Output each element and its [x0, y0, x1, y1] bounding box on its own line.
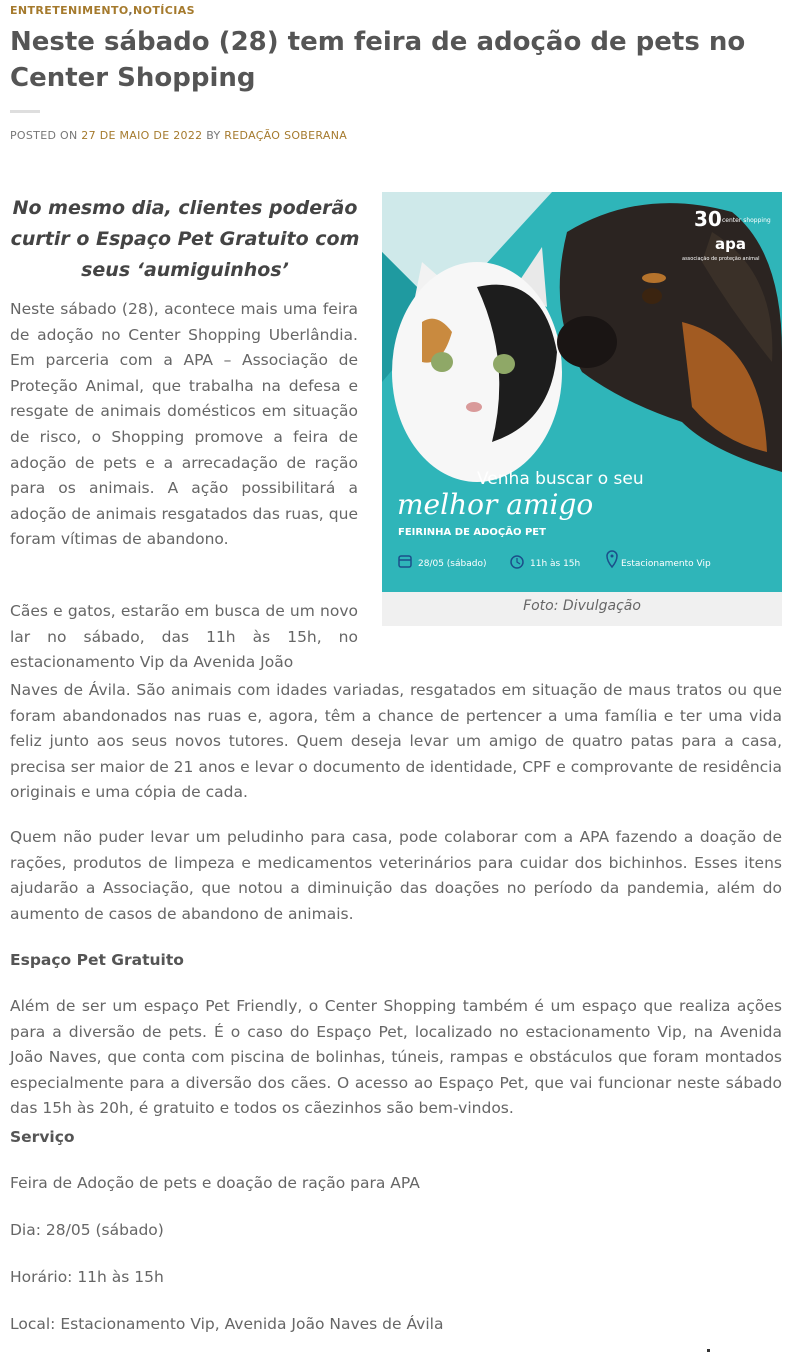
apa-subtitle: associação de proteção animal [682, 256, 760, 262]
page-end-mark [707, 1349, 710, 1352]
service-day: Dia: 28/05 (sábado) [10, 1221, 164, 1239]
dog-eye [642, 288, 662, 304]
brand-mark: 30 [694, 207, 722, 231]
poster-time: 11h às 15h [530, 559, 581, 569]
paragraph-donation: Quem não puder levar um peludinho para casa, pode colaborar com a APA fazendo a doação de rações, produtos de limpeza e medicamentos veterinários para cuidar dos bichinhos. Esses itens ajudarão a Associação, que notou a diminuição das doações no período da pandemia, além do aumento de casos de abandono de animais. [10, 828, 782, 923]
dog-snout [557, 316, 617, 368]
figure-caption: Foto: Divulgação [523, 598, 641, 614]
poster-script: melhor amigo [397, 488, 594, 521]
paragraph-cats-dogs-part2: Naves de Ávila. São animais com idades variadas, resgatados em situação de maus tratos ou que foram abandonados nas ruas e, agora, têm a chance de pertencer a uma família e ter uma vida feliz junto aos seus novos tutores. Quem deseja levar um amigo de quatro patas para a casa, precisa ser maior de 21 anos e levar o documento de identidade, CPF e comprovante de residência originais e uma cópia de cada. [10, 681, 782, 802]
adoption-poster[interactable] [382, 192, 782, 592]
dog-brow [642, 273, 666, 283]
author-link[interactable]: REDAÇÃO SOBERANA [224, 129, 348, 142]
posted-on-label: POSTED ON [10, 129, 78, 142]
post-date-link[interactable]: 27 DE MAIO DE 2022 [81, 129, 203, 142]
category-entretenimento[interactable]: ENTRETENIMENTO [10, 4, 129, 17]
title-divider [10, 110, 40, 113]
article-title: Neste sábado (28) tem feira de adoção de pets no Center Shopping [10, 27, 746, 93]
cat-nose [466, 402, 482, 412]
category-links [10, 4, 195, 17]
poster-event-label: FEIRINHA DE ADOÇÃO PET [398, 527, 546, 538]
by-label: BY [206, 129, 221, 142]
service-time: Horário: 11h às 15h [10, 1268, 164, 1286]
category-noticias[interactable]: NOTÍCIAS [133, 4, 195, 17]
cat-eye-left [431, 352, 453, 372]
poster-date: 28/05 (sábado) [418, 559, 487, 569]
paragraph-cats-dogs-part1: Cães e gatos, estarão em busca de um novo lar no sábado, das 11h às 15h, no estacionamento Vip da Avenida João [10, 602, 358, 672]
heading-espaco-pet: Espaço Pet Gratuito [10, 951, 184, 969]
article-subtitle: No mesmo dia, clientes poderão curtir o Espaço Pet Gratuito com seus ‘aumiguinhos’ [10, 197, 360, 281]
brand-sub: center shopping [722, 217, 771, 224]
paragraph-intro: Neste sábado (28), acontece mais uma feira de adoção no Center Shopping Uberlândia. Em parceria com a APA – Associação de Proteção Animal, que trabalha na defesa e resgate de animais domésticos em situação de risco, o Shopping promove a feira de adoção de pets e a arrecadação de ração para os animais. A ação possibilitará a adoção de animais resgatados das ruas, que foram vítimas de abandono. [10, 300, 358, 549]
heading-servico: Serviço [10, 1128, 75, 1146]
category-separator: , [128, 4, 133, 17]
paragraph-espaco-pet: Além de ser um espaço Pet Friendly, o Center Shopping também é um espaço que realiza ações para a diversão de pets. É o caso do Espaço Pet, localizado no estacionamento Vip, na Avenida João Naves, que conta com piscina de bolinhas, túneis, rampas e obstáculos que foram montados especialmente para a diversão dos cães. O acesso ao Espaço Pet, que vai funcionar neste sábado das 15h às 20h, é gratuito e todos os cãezinhos são bem-vindos. [10, 997, 782, 1118]
apa-logo: apa [715, 235, 746, 253]
service-place: Local: Estacionamento Vip, Avenida João Naves de Ávila [10, 1315, 444, 1333]
service-event: Feira de Adoção de pets e doação de ração para APA [10, 1174, 420, 1192]
post-meta [10, 129, 347, 142]
cat-eye-right [493, 354, 515, 374]
article-figure [382, 192, 782, 626]
poster-location: Estacionamento Vip [621, 559, 711, 569]
poster-headline: Venha buscar o seu [477, 469, 644, 489]
